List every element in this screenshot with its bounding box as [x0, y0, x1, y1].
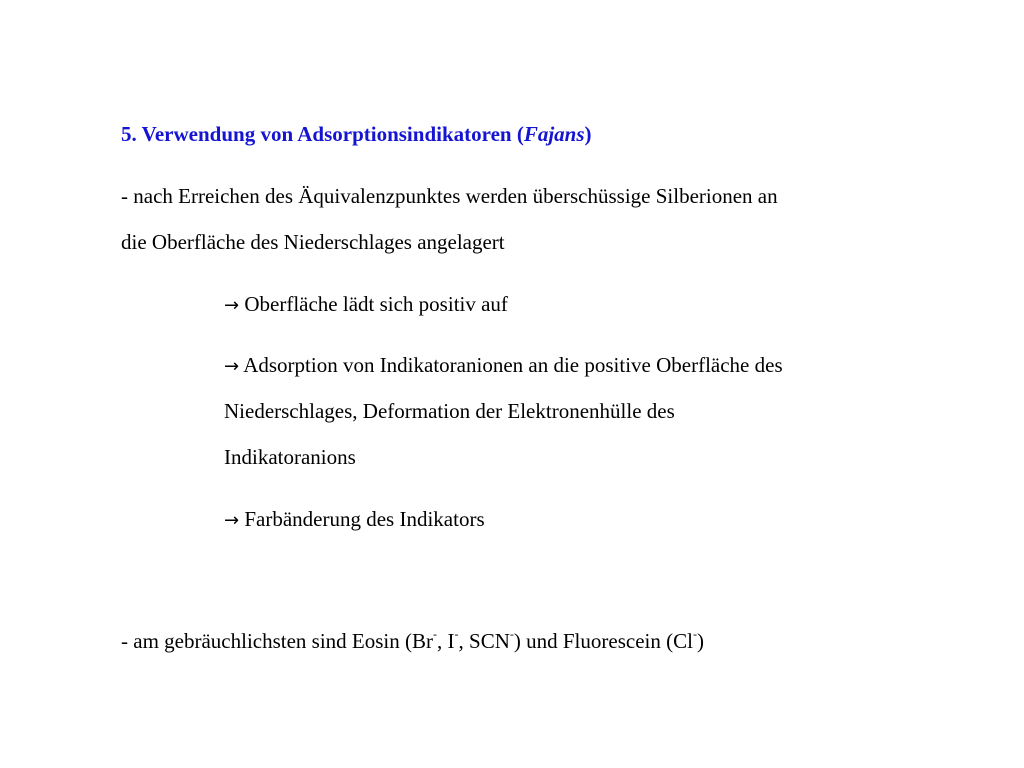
paragraph1-line1: - nach Erreichen des Äquivalenzpunktes werden überschüssige Silberionen an	[121, 184, 778, 208]
bullet-2-line3: Indikatoranions	[224, 445, 356, 469]
paragraph2-part5: )	[696, 629, 704, 653]
bullet-1	[224, 292, 508, 318]
paragraph2-part2: , I	[437, 629, 455, 653]
paragraph2-part3: , SCN	[458, 629, 510, 653]
bullet-2-text: Adsorption von Indikatoranionen an die positive Oberfläche des	[243, 353, 783, 377]
heading-close: )	[584, 122, 592, 146]
bullet-3-text: Farbänderung des Indikators	[244, 507, 485, 531]
bullet-3	[224, 507, 485, 533]
charge-superscript: -	[454, 627, 459, 641]
heading-number: 5.	[121, 122, 137, 146]
heading-text: Verwendung von Adsorptionsindikatoren (	[141, 122, 524, 146]
charge-superscript: -	[692, 627, 697, 641]
arrow-icon: →	[224, 295, 240, 316]
bullet-2-line1	[224, 353, 783, 379]
charge-superscript: -	[433, 627, 438, 641]
charge-superscript: -	[509, 627, 514, 641]
bullet-1-text: Oberfläche lädt sich positiv auf	[244, 292, 508, 316]
paragraph1-line2: die Oberfläche des Niederschlages angelagert	[121, 230, 505, 254]
bullet-2-line2: Niederschlages, Deformation der Elektronenhülle des	[224, 399, 675, 423]
heading-author: Fajans	[523, 122, 585, 146]
arrow-icon: →	[224, 510, 240, 531]
arrow-icon: →	[224, 356, 240, 377]
paragraph2-part1: - am gebräuchlichsten sind Eosin (Br	[121, 629, 434, 653]
paragraph2-part4: ) und Fluorescein (Cl	[513, 629, 693, 653]
paragraph2	[121, 629, 704, 653]
section-heading	[121, 122, 592, 146]
